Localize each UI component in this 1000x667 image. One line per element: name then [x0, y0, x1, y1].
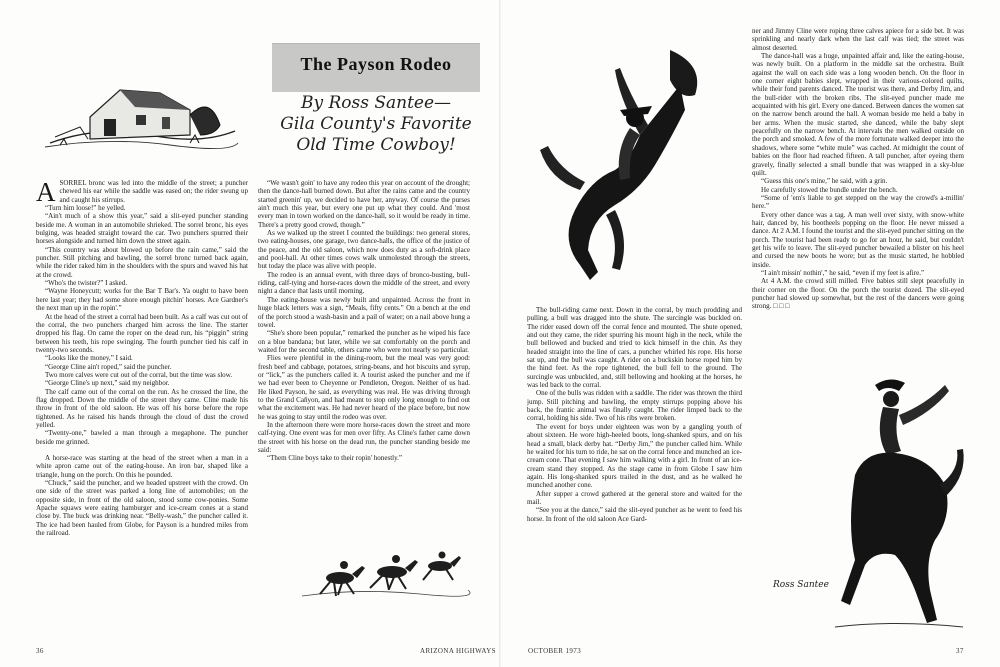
paragraph: The bull-riding came next. Down in the corral, by much prodding and pulling, a bull was dragged into the shute. The surcingle was buckled on. The rider eased down off the corral fence and mounted. The shute opened, and out they came, the rider spurring his mount high in the neck, while the bull bellowed and bucked and tried to kick himself in the chin. As they headed straight into the line of cars, a puncher whirled his rope. His horse sat up, and the bull was caught. A rider on a buckskin horse roped him by the hind feet. As the rope tightened, the bull fell to the ground. The surcingle was unbuckled, and, still bellowing and hooking at the horses, he was led back to the corral.: [527, 306, 742, 390]
paragraph: “Twenty-one,” bawled a man through a megaphone. The puncher beside me grinned.: [36, 429, 248, 446]
paragraph: After supper a crowd gathered at the general store and waited for the mail.: [527, 489, 742, 506]
paragraph: As we walked up the street I counted the buildings: two general stores, two eating-houses, one garage, two dance-halls, the office of the justice of the peace, and the old saloon, which now does duty as a soft-drink place and pool-hall. At other times cows walk unmolested through the streets, but today the place was alive with people.: [258, 229, 470, 271]
byline-tagline-1: Gila County's Favorite: [280, 114, 472, 134]
paragraph: “Guess this one's mine,” he said, with a grin.: [761, 177, 888, 186]
paragraph: “Chuck,” said the puncher, and we headed upstreet with the crowd. On one side of the street was parked a long line of automobiles; on the opposite side, in front of the old saloon, stood some cow-ponies. Some Apache squaws were eating hamburger and ice-cream cones at a stand close by. The buck was drinking near. “Belly-wash,” the puncher called it. The ice had been hauled from Globe, for Payson is a hundred miles from the railroad.: [36, 479, 248, 538]
issue-date: OCTOBER 1973: [528, 647, 582, 655]
paragraph: At the head of the street a corral had been built. As a calf was cut out of the corral, the two punchers charged him across the line. The starter dropped his flag. On came the roper on the dead run, his “piggin” string between his teeth, his rope swinging. The fourth puncher tied his calf in twenty-two seconds.: [36, 312, 248, 354]
paragraph: He carefully stowed the bundle under the bench.: [761, 185, 898, 194]
paragraph: The calf came out of the corral on the run. As he crossed the line, the flag dropped. Down the middle of the street they came. Cline made his throw in front of the old saloon. He was off his horse before the rope tightened. As he raised his hands through the cloud of dust the crowd yelled.: [36, 387, 248, 429]
text-column-1: [36, 179, 248, 609]
paragraph: One of the bulls was ridden with a saddle. The rider was thrown the third jump. Still pitching and bawling, the empty stirrups popping above his back, the frantic animal was finally caught. The rider limped back to the corral, holding his side. Two of his ribs were broken.: [527, 389, 742, 423]
text-column-3: [527, 306, 742, 606]
paragraph: “See you at the dance,” said the slit-eyed puncher as he went to feed his horse. In front of the old saloon Ace Gard-: [527, 506, 742, 523]
paragraph: “Them Cline boys take to their ropin' honestly.”: [267, 454, 403, 463]
byline-tagline-2: Old Time Cowboy!: [296, 135, 456, 155]
paragraph: Every other dance was a tag. A man well over sixty, with snow-white hair, danced by, his bootheels popping on the floor. He never missed a dance. At 2 A.M. I found the tourist and the slit-eyed puncher sitting on the porch. The tourist had been ready to go for an hour, he said, but couldn't get his wife to leave. The slit-eyed puncher bewailed a blister on his heel and cursed the new boots he wore; but as the music started, he hobbled inside.: [752, 210, 964, 269]
paragraph: In the afternoon there were more horse-races down the street and more calf-tying. One event was for men over fifty. As Cline's father came down the street with his horse on the dead run, the puncher standing beside me said:: [258, 420, 470, 454]
paragraph: “She's shore been popular,” remarked the puncher as he wiped his face on a blue bandana; but later, while we sat comfortably on the porch and waited for the second table, others came who were not nearly so particular.: [258, 329, 470, 354]
paragraph: “George Cline ain't roped,” said the puncher.: [45, 362, 172, 371]
left-page-number: 36: [36, 647, 44, 655]
paragraph: SORREL bronc was led into the middle of the street; a puncher chewed his ear while the saddle was eased on; the rider swung up and caught his stirrups.: [59, 179, 248, 204]
paragraph: “George Cline's up next,” said my neighbor.: [45, 379, 170, 388]
page-gutter: [499, 0, 501, 667]
text-column-4: [752, 27, 964, 362]
right-page-number: 37: [956, 647, 964, 655]
paragraph: “We wasn't goin' to have any rodeo this year on account of the drought; then the dance-hall burned down. But after the rains came and the country started greenin' up, we decided to have her, anyway. Of course the purses ain't much this year, but every one put up what they could. And 'most every man in town worked on the dance-hall, so it would be ready in time. There's a pretty good crowd, though.”: [258, 179, 470, 229]
paragraph: “This country was about blowed up before the rain came,” said the puncher. Still pitching and bawling, the sorrel bronc turned back again, while the rider raked him in the shoulders with the spurs and waved his hat at the crowd.: [36, 245, 248, 279]
paragraph: “Looks like the money,” I said.: [45, 354, 133, 363]
paragraph: “Some of 'em's liable to get stepped on the way the crowd's a-millin' here.”: [752, 193, 964, 211]
bronc-rider-sketch-illustration: [835, 365, 965, 635]
bull-rider-sketch-illustration: [520, 40, 735, 285]
article-title: The Payson Rodeo: [300, 54, 452, 74]
paragraph: The event for boys under eighteen was won by a gangling youth of about sixteen. He wore high-heeled boots, long-shanked spurs, and on his head a small, black derby hat. “Derby Jim,” the puncher called him. While he waited for his turn to ride, he sat on the corral fence and munched an ice-cream cone. That evening I saw him walking with a girl. In front of an ice-cream stand they stopped. As the stage came in from Globe I saw him again. His long-shanked spurs trailed in the dust, and as he walked he munched another cone.: [527, 422, 742, 490]
magazine-name: ARIZONA HIGHWAYS: [420, 647, 496, 655]
horse-race-sketch-illustration: [300, 538, 470, 608]
town-sketch-illustration: [40, 55, 240, 155]
byline-author: By Ross Santee—: [300, 93, 452, 113]
drop-cap: A: [36, 179, 56, 207]
paragraph: Flies were plentiful in the dining-room, but the meal was very good: fresh beef and cabbage, potatoes, string-beans, and hot biscuits and syrup, or “lick,” as the punchers called it. A tourist asked the puncher and me if we had ever been to Cheyenne or Pendleton, Oregon. Neither of us had. He liked Payson, he said, as everything was real. He was driving through to the Grand Cañyon, and had meant to stop only long enough to find out what the excitement was. He had never heard of the place before, but now he was going to stay until the rodeo was over.: [258, 354, 470, 421]
artist-signature: Ross Santee: [773, 580, 829, 590]
byline: [262, 93, 490, 156]
text-column-2: [258, 179, 470, 534]
paragraph: Two more calves were cut out of the corral, but the time was slow.: [45, 370, 233, 379]
paragraph: “Who's the twister?” I asked.: [45, 279, 128, 288]
paragraph: ner and Jimmy Cline were roping three calves apiece for a side bet. It was sprinkling and nearly dark when the last calf was tied; the street was almost deserted.: [752, 27, 964, 52]
paragraph: The eating-house was newly built and unpainted. Across the front in huge black letters was a sign, “Meals, fifty cents.” On a bench at the end of the porch stood a wash-basin and a pail of water; on a nail above hung a towel.: [258, 295, 470, 329]
paragraph: The rodeo is an annual event, with three days of bronco-busting, bull-riding, calf-tying and horse-races down the middle of the street, and every night a dance that lasts until morning.: [258, 270, 470, 296]
paragraph: “Turn him loose!” he yelled.: [45, 204, 126, 213]
paragraph: “Wayne Honeycutt; works for the Bar T Bar's. Ya ought to have been here last year; they had some shore enough pitchin' horses. Ace Gardner's the next man up in the ropin'.”: [36, 287, 248, 313]
paragraph: “Ain't much of a show this year,” said a slit-eyed puncher standing beside me. A woman in an automobile shrieked. The sorrel bronc, his eyes bulging, was headed straight toward the car. Two punchers spurred their horses alongside and turned him down the street again.: [36, 212, 248, 246]
paragraph: The dance-hall was a huge, unpainted affair and, like the eating-house, was newly built. On a platform in the middle sat the orchestra. Built against the wall on each side was a long wooden bench. On the floor in one corner eight babies slept, wrapped in their various-colored quilts, while their fond parents danced. The tourist was there, and Derby Jim, and the bull-rider with the broken ribs. The slit-eyed puncher made me acquainted with his girl. Every one danced. Between dances the women sat on the narrow bench around the hall. A woman beside me held a baby in her arms. When the music started, she danced, while the baby slept peacefully on the narrow bench. At intervals the men walked outside on the porch and smoked. A few of the more fortunate walked deeper into the shadows, where some “white mule” was cached. At midnight the count of babies on the floor had reached fifteen. A tall puncher, after eyeing them gravely, finally selected a small bundle that was wrapped in a sky-blue quilt.: [752, 52, 964, 177]
paragraph: A horse-race was starting at the head of the street when a man in a white apron came out of the eating-house. An iron bar, shaped like a triangle, hung on the porch. On this he pounded.: [36, 454, 248, 479]
paragraph: “I ain't missin' nothin',” he said, “even if my feet is afire.”: [761, 268, 925, 277]
paragraph: At 4 A.M. the crowd still milled. Five babies still slept peacefully in their corner on the floor. On the porch the tourist dozed. The slit-eyed puncher had slowed up somewhat, but the rest of the dancers were going strong. □ □ □: [752, 277, 964, 311]
